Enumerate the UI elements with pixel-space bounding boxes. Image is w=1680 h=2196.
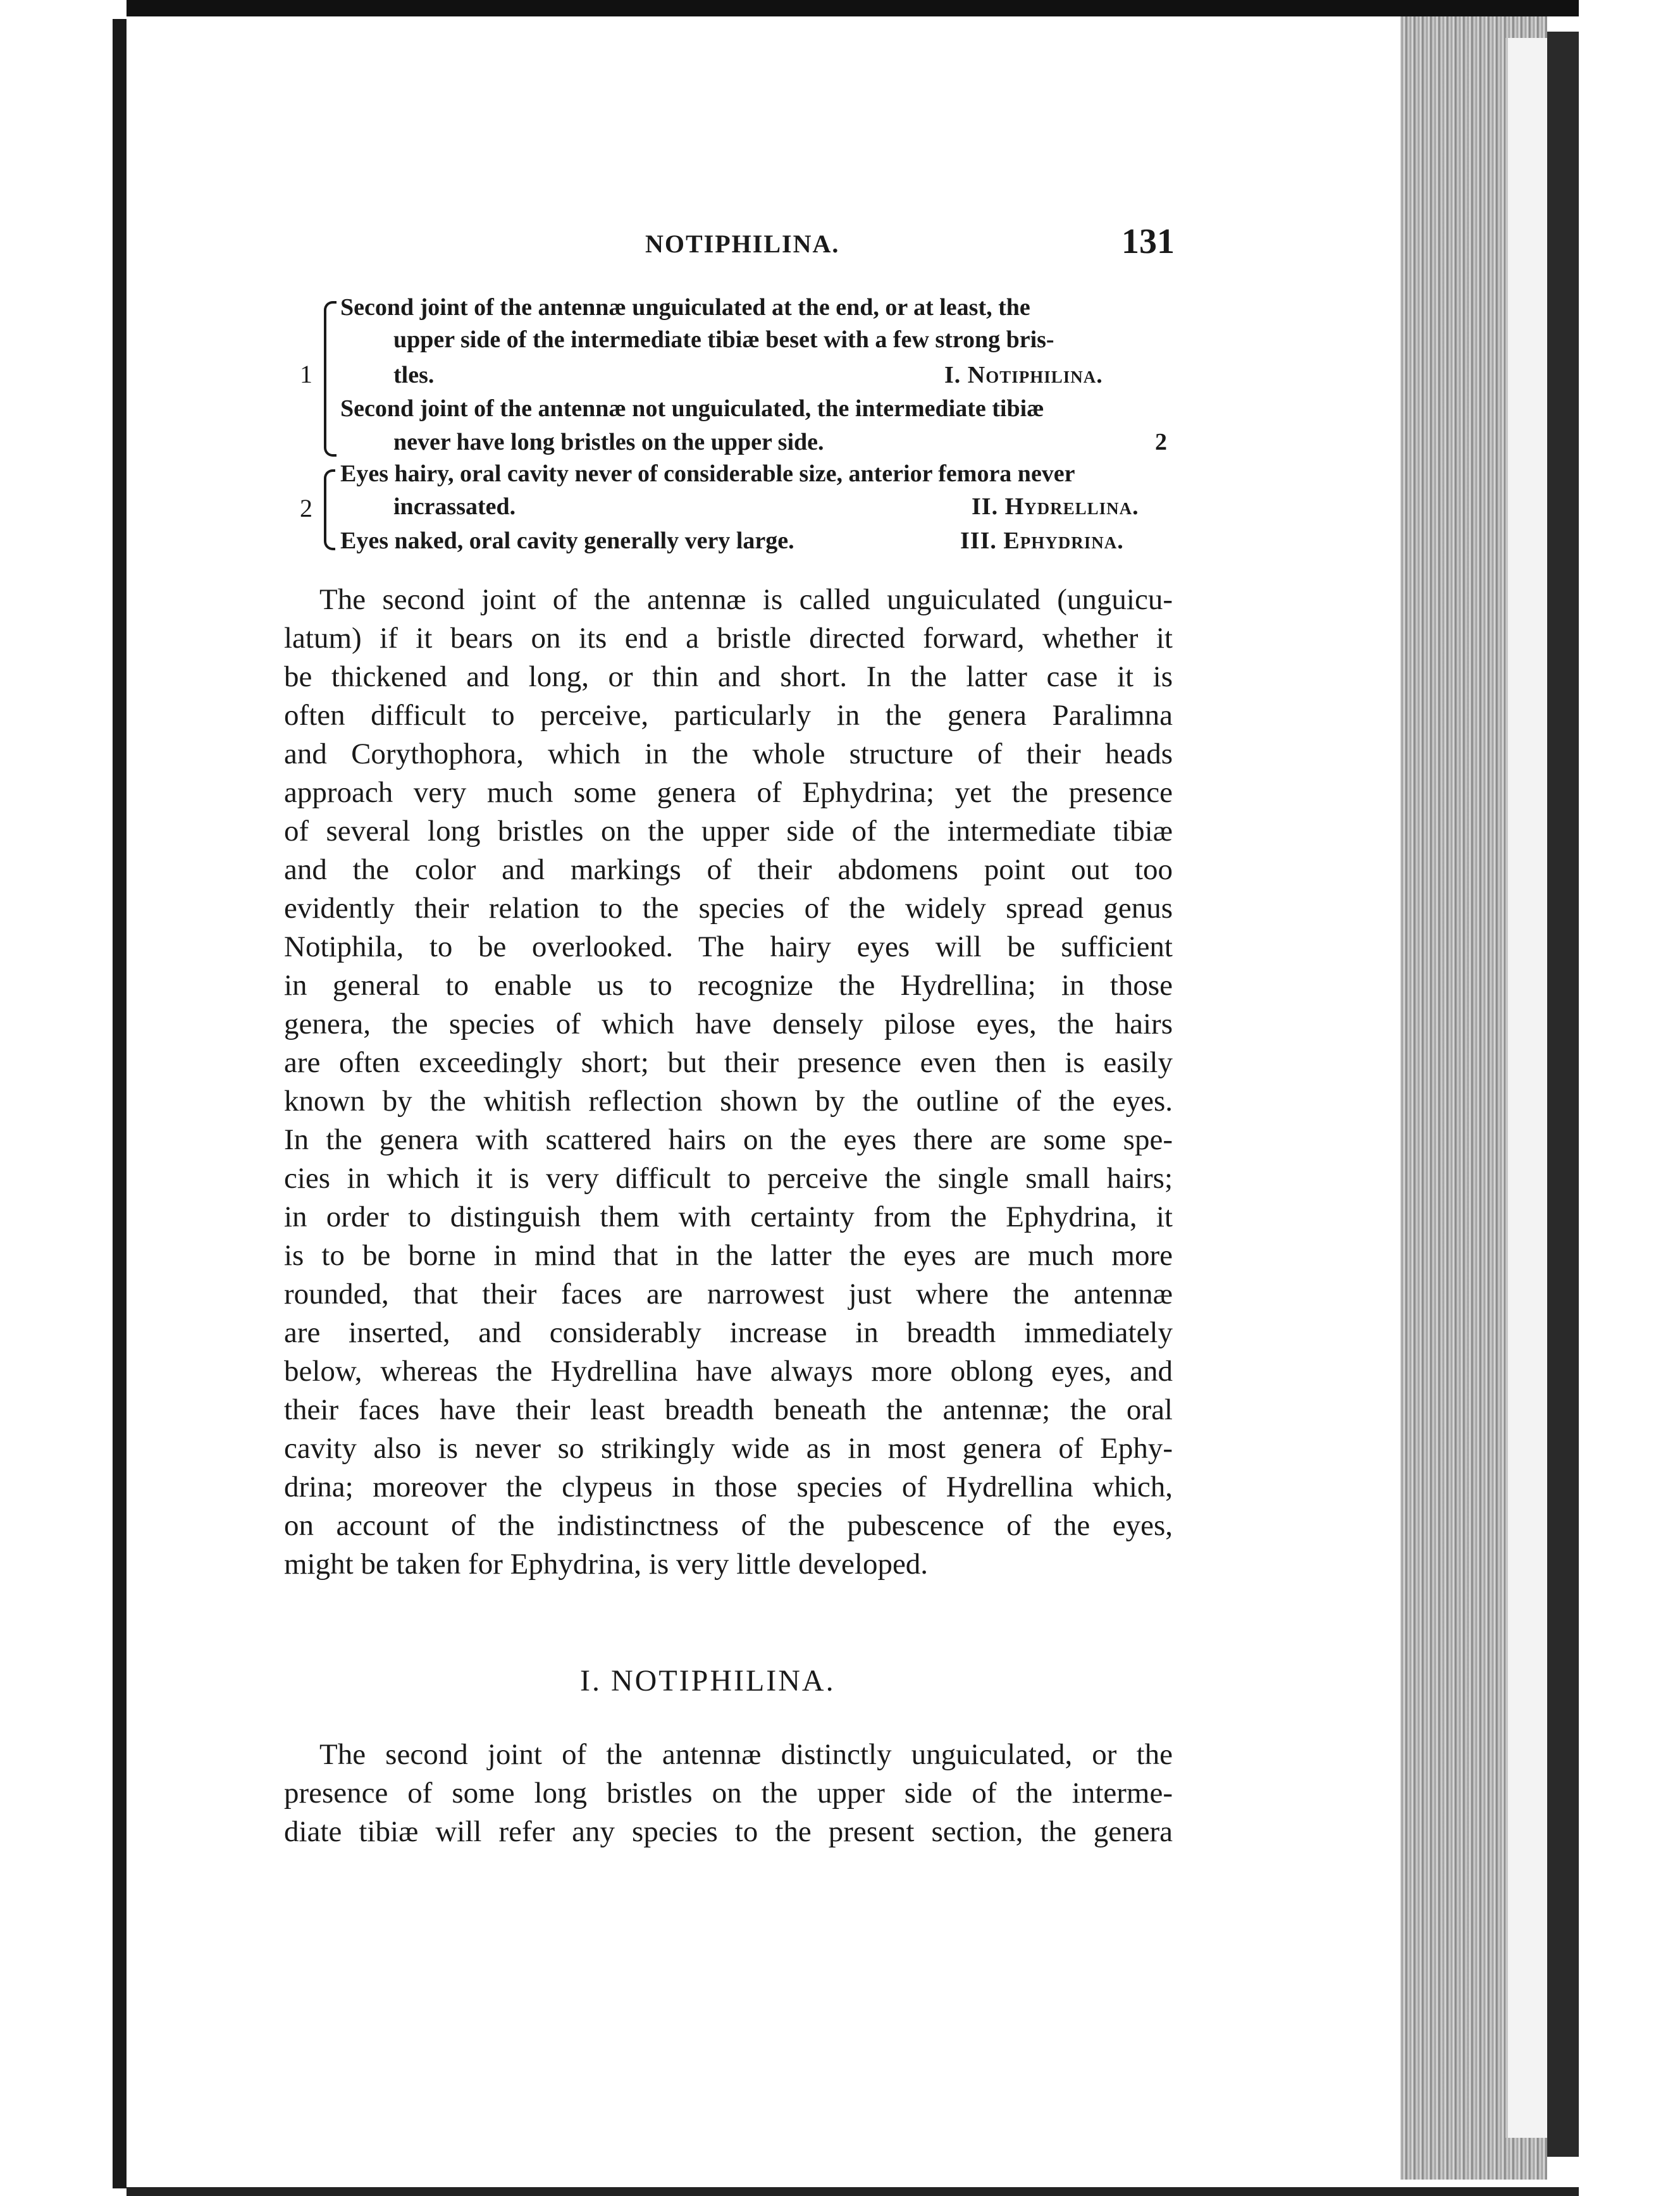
page-edge-strip bbox=[1505, 38, 1550, 2138]
paragraph-1-line: are inserted, and considerably increase in breadth immediately bbox=[284, 1316, 1173, 1349]
couplet-2a-result: II. Hydrellina. bbox=[972, 493, 1139, 520]
couplet-2-brace bbox=[324, 469, 335, 550]
couplet-1b-line-1: Second joint of the antennæ not unguiculated, the intermediate tibiæ bbox=[340, 395, 1044, 422]
paragraph-1-line: The second joint of the antennæ is called unguiculated (unguicu- bbox=[319, 583, 1173, 616]
body-paragraph-2 bbox=[284, 1736, 1173, 1851]
paragraph-1-line: and Corythophora, which in the whole structure of their heads bbox=[284, 737, 1173, 770]
couplet-2b-line-1: Eyes naked, oral cavity generally very large. bbox=[340, 527, 794, 554]
couplet-1b-result: 2 bbox=[1155, 429, 1167, 455]
scan-margin-right bbox=[1579, 0, 1680, 2196]
paragraph-1-line: are often exceedingly short; but their presence even then is easily bbox=[284, 1046, 1173, 1079]
couplet-1a-line-1: Second joint of the antennæ unguiculated at the end, or at least, the bbox=[340, 294, 1030, 321]
paragraph-1-line: cies in which it is very difficult to perceive the single small hairs; bbox=[284, 1162, 1173, 1195]
couplet-1-number: 1 bbox=[300, 360, 312, 388]
paragraph-1-line: their faces have their least breadth beneath the antennæ; the oral bbox=[284, 1393, 1173, 1426]
paragraph-2-line: The second joint of the antennæ distinctly unguiculated, or the bbox=[319, 1738, 1173, 1771]
paragraph-1-line: of several long bristles on the upper side of the intermediate tibiæ bbox=[284, 815, 1173, 848]
scan-border-bottom bbox=[127, 2187, 1579, 2196]
paragraph-1-line: and the color and markings of their abdomens point out too bbox=[284, 853, 1173, 886]
paragraph-1-line: latum) if it bears on its end a bristle directed forward, whether it bbox=[284, 622, 1173, 655]
paragraph-1-line: cavity also is never so strikingly wide as in most genera of Ephy- bbox=[284, 1432, 1173, 1465]
paragraph-1-line: on account of the indistinctness of the pubescence of the eyes, bbox=[284, 1509, 1173, 1542]
couplet-1b-line-2: never have long bristles on the upper side. bbox=[393, 429, 824, 455]
paragraph-1-line: often difficult to perceive, particularly in the genera Paralimna bbox=[284, 699, 1173, 732]
section-heading: I. NOTIPHILINA. bbox=[580, 1664, 836, 1698]
scan-margin-left bbox=[0, 0, 127, 2196]
book-cover-edge bbox=[1547, 32, 1579, 2157]
body-paragraph-1 bbox=[284, 581, 1173, 1584]
couplet-2-number: 2 bbox=[300, 494, 312, 522]
couplet-2b-result: III. Ephydrina. bbox=[960, 527, 1124, 554]
couplet-2a-line-1: Eyes hairy, oral cavity never of considerable size, anterior femora never bbox=[340, 460, 1075, 487]
couplet-1a-line-2: upper side of the intermediate tibiæ beset with a few strong bris- bbox=[393, 326, 1054, 353]
paragraph-1-line: be thickened and long, or thin and short. In the latter case it is bbox=[284, 660, 1173, 693]
paragraph-1-line: Notiphila, to be overlooked. The hairy eyes will be sufficient bbox=[284, 930, 1173, 963]
running-head: NOTIPHILINA. bbox=[645, 230, 840, 258]
couplet-1a-result: I. Notiphilina. bbox=[944, 362, 1103, 388]
paragraph-2-line: presence of some long bristles on the upper side of the interme- bbox=[284, 1777, 1173, 1810]
paragraph-1-line: drina; moreover the clypeus in those species of Hydrellina which, bbox=[284, 1471, 1173, 1503]
paragraph-1-line: might be taken for Ephydrina, is very little developed. bbox=[284, 1548, 929, 1581]
paragraph-1-line: rounded, that their faces are narrowest just where the antennæ bbox=[284, 1278, 1173, 1311]
couplet-1-brace bbox=[324, 301, 337, 457]
paragraph-1-line: genera, the species of which have densely pilose eyes, the hairs bbox=[284, 1008, 1173, 1040]
paragraph-1-line: is to be borne in mind that in the latter the eyes are much more bbox=[284, 1239, 1173, 1272]
paragraph-1-line: in order to distinguish them with certainty from the Ephydrina, it bbox=[284, 1200, 1173, 1233]
paragraph-1-line: evidently their relation to the species of the widely spread genus bbox=[284, 892, 1173, 925]
scan-border-top bbox=[127, 0, 1680, 16]
paragraph-1-line: known by the whitish reflection shown by the outline of the eyes. bbox=[284, 1085, 1173, 1118]
couplet-1a-line-3: tles. bbox=[393, 362, 435, 388]
paragraph-1-line: in general to enable us to recognize the Hydrellina; in those bbox=[284, 969, 1173, 1002]
couplet-2a-line-2: incrassated. bbox=[393, 493, 516, 520]
book-gutter bbox=[113, 19, 127, 2188]
paragraph-2-line: diate tibiæ will refer any species to the present section, the genera bbox=[284, 1815, 1173, 1848]
paragraph-1-line: below, whereas the Hydrellina have always more oblong eyes, and bbox=[284, 1355, 1173, 1388]
page-number: 131 bbox=[1121, 222, 1175, 261]
paragraph-1-line: In the genera with scattered hairs on the eyes there are some spe- bbox=[284, 1123, 1173, 1156]
paragraph-1-line: approach very much some genera of Ephydrina; yet the presence bbox=[284, 776, 1173, 809]
